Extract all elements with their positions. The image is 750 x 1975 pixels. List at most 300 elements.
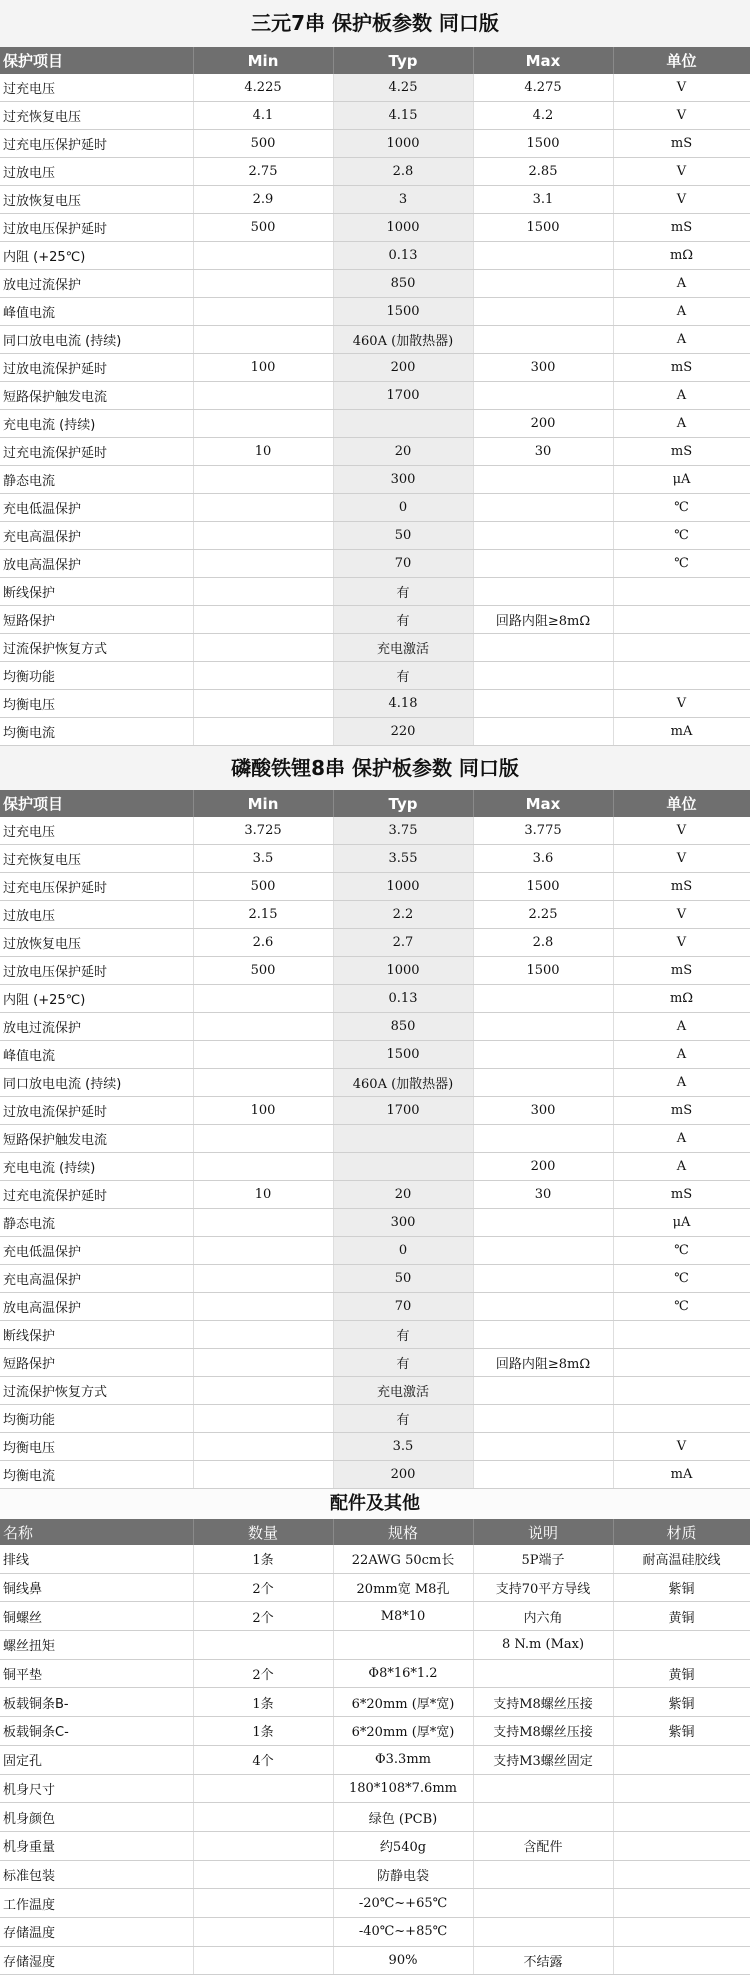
cell-name: 充电高温保护 [0,522,193,550]
table-row [0,1125,750,1153]
cell-min: 500 [193,214,333,242]
cell-typ: 300 [333,466,473,494]
cell-min: 4.225 [193,74,333,102]
cell-typ: 20mm宽 M8孔 [333,1573,473,1602]
table-row [0,1946,750,1975]
cell-name: 过充电流保护延时 [0,1181,193,1209]
cell-typ: 70 [333,550,473,578]
section1-header-row [0,47,750,74]
table-row [0,1860,750,1889]
cell-min: 2.15 [193,901,333,929]
table-row [0,985,750,1013]
cell-typ: 有 [333,1405,473,1433]
cell-min [193,1889,333,1918]
cell-unit: ℃ [613,550,750,578]
cell-unit: V [613,158,750,186]
cell-typ: 3 [333,186,473,214]
cell-max [473,270,613,298]
cell-name: 峰值电流 [0,1041,193,1069]
cell-name: 过流保护恢复方式 [0,634,193,662]
cell-unit: mA [613,1461,750,1489]
cell-typ: -20℃~+65℃ [333,1889,473,1918]
cell-min [193,410,333,438]
section2-header-row [0,790,750,817]
cell-min: 100 [193,1097,333,1125]
cell-min [193,382,333,410]
cell-min [193,578,333,606]
cell-name: 过充电压 [0,817,193,845]
cell-unit: V [613,186,750,214]
cell-max: 不结露 [473,1946,613,1975]
cell-min [193,1153,333,1181]
cell-unit [613,1946,750,1975]
cell-name: 均衡电压 [0,690,193,718]
cell-max [473,1237,613,1265]
cell-min: 10 [193,438,333,466]
cell-typ: Φ8*16*1.2 [333,1659,473,1688]
cell-max [473,1774,613,1803]
cell-max: 4.275 [473,74,613,102]
cell-unit [613,1889,750,1918]
cell-name: 过放恢复电压 [0,186,193,214]
cell-name: 过充恢复电压 [0,102,193,130]
cell-max [473,1917,613,1946]
cell-max [473,718,613,746]
cell-min [193,1349,333,1377]
cell-unit [613,1377,750,1405]
cell-unit: mS [613,873,750,901]
table-row [0,1209,750,1237]
cell-min: 1条 [193,1717,333,1746]
cell-max [473,1209,613,1237]
cell-unit: mS [613,130,750,158]
cell-name: 过充电流保护延时 [0,438,193,466]
cell-unit: A [613,1069,750,1097]
cell-typ: 1000 [333,957,473,985]
cell-name: 过充电压 [0,74,193,102]
table-row [0,270,750,298]
cell-min [193,1803,333,1832]
cell-min [193,326,333,354]
cell-max: 回路内阻≥8mΩ [473,606,613,634]
cell-max [473,1041,613,1069]
cell-typ: 200 [333,1461,473,1489]
table-row [0,494,750,522]
cell-typ: Φ3.3mm [333,1745,473,1774]
cell-name: 峰值电流 [0,298,193,326]
cell-unit: A [613,1013,750,1041]
cell-min [193,1209,333,1237]
cell-unit [613,1745,750,1774]
cell-typ: 绿色 (PCB) [333,1803,473,1832]
cell-name: 短路保护 [0,1349,193,1377]
cell-max: 支持M8螺丝压接 [473,1688,613,1717]
column-header-min: Min [193,790,333,817]
cell-max [473,242,613,270]
cell-max [473,298,613,326]
cell-unit: mS [613,438,750,466]
table-row [0,550,750,578]
cell-max: 300 [473,1097,613,1125]
cell-min [193,1069,333,1097]
cell-name: 同口放电电流 (持续) [0,326,193,354]
table-row [0,158,750,186]
cell-min [193,1917,333,1946]
cell-typ [333,410,473,438]
cell-min: 10 [193,1181,333,1209]
table-row [0,186,750,214]
cell-max [473,550,613,578]
section3-body [0,1545,750,1975]
cell-typ: 220 [333,718,473,746]
cell-typ: 1500 [333,1041,473,1069]
cell-unit: ℃ [613,1293,750,1321]
section2-body [0,817,750,1489]
table-row [0,1889,750,1918]
cell-max [473,1321,613,1349]
cell-name: 断线保护 [0,578,193,606]
cell-name: 内阻 (+25℃) [0,242,193,270]
cell-unit: A [613,1125,750,1153]
cell-name: 短路保护触发电流 [0,382,193,410]
column-header-max: Max [473,790,613,817]
cell-typ: 460A (加散热器) [333,326,473,354]
table-row [0,354,750,382]
table-row [0,1069,750,1097]
cell-unit: ℃ [613,494,750,522]
cell-unit: mS [613,1097,750,1125]
cell-name: 固定孔 [0,1745,193,1774]
cell-unit: V [613,929,750,957]
cell-name: 板载铜条B- [0,1688,193,1717]
cell-min [193,1293,333,1321]
cell-max [473,690,613,718]
cell-unit: ℃ [613,1237,750,1265]
cell-min: 1条 [193,1688,333,1717]
cell-unit: 紫铜 [613,1573,750,1602]
cell-min [193,1946,333,1975]
cell-min [193,1461,333,1489]
cell-name: 静态电流 [0,1209,193,1237]
table-row [0,522,750,550]
cell-name: 过放电流保护延时 [0,1097,193,1125]
cell-max: 30 [473,438,613,466]
cell-name: 放电高温保护 [0,1293,193,1321]
section3-title: 配件及其他 [0,1489,750,1519]
cell-typ [333,1631,473,1660]
cell-typ: 1000 [333,873,473,901]
cell-name: 充电低温保护 [0,1237,193,1265]
cell-unit [613,578,750,606]
column-header-typ: Typ [333,47,473,74]
cell-typ: 1000 [333,214,473,242]
column-header-unit: 单位 [613,47,750,74]
cell-min [193,1377,333,1405]
cell-name: 存储温度 [0,1917,193,1946]
cell-name: 放电高温保护 [0,550,193,578]
table-row [0,466,750,494]
cell-name: 过充电压保护延时 [0,130,193,158]
cell-typ: 0.13 [333,242,473,270]
cell-max: 1500 [473,873,613,901]
cell-name: 短路保护触发电流 [0,1125,193,1153]
cell-unit: 耐高温硅胶线 [613,1545,750,1573]
cell-max [473,326,613,354]
table-row [0,1831,750,1860]
cell-max [473,1293,613,1321]
table-row [0,662,750,690]
cell-min [193,1041,333,1069]
cell-name: 均衡电流 [0,1461,193,1489]
cell-name: 过放恢复电压 [0,929,193,957]
cell-max [473,1265,613,1293]
cell-unit: mS [613,214,750,242]
cell-min: 500 [193,130,333,158]
table-row [0,242,750,270]
cell-min: 2个 [193,1659,333,1688]
cell-name: 过放电压 [0,158,193,186]
cell-unit [613,1349,750,1377]
column-header-unit: 材质 [613,1519,750,1545]
cell-min: 500 [193,957,333,985]
cell-typ: 0.13 [333,985,473,1013]
cell-unit: 黄铜 [613,1659,750,1688]
cell-unit [613,1860,750,1889]
cell-min [193,1405,333,1433]
cell-max: 5P端子 [473,1545,613,1573]
table-row [0,298,750,326]
table-row [0,1097,750,1125]
cell-min [193,985,333,1013]
cell-typ: 有 [333,606,473,634]
cell-min [193,1013,333,1041]
table-row [0,1013,750,1041]
cell-max: 3.775 [473,817,613,845]
cell-max: 3.6 [473,845,613,873]
cell-unit [613,1321,750,1349]
table-row [0,1774,750,1803]
table-row [0,1717,750,1746]
cell-min [193,270,333,298]
cell-max [473,1405,613,1433]
cell-unit: mS [613,354,750,382]
cell-max [473,1860,613,1889]
cell-typ: 20 [333,438,473,466]
cell-min [193,690,333,718]
cell-unit: ℃ [613,522,750,550]
cell-name: 铜线鼻 [0,1573,193,1602]
table-row [0,214,750,242]
table-row [0,1688,750,1717]
table-row [0,410,750,438]
cell-max [473,1803,613,1832]
cell-typ [333,1125,473,1153]
cell-name: 放电过流保护 [0,270,193,298]
cell-min [193,1831,333,1860]
cell-max: 300 [473,354,613,382]
cell-max: 30 [473,1181,613,1209]
cell-name: 过充恢复电压 [0,845,193,873]
cell-name: 机身颜色 [0,1803,193,1832]
table-row [0,690,750,718]
table-row [0,1181,750,1209]
table-row [0,1461,750,1489]
table-row [0,1405,750,1433]
cell-typ: 850 [333,1013,473,1041]
cell-min [193,1265,333,1293]
cell-max [473,662,613,690]
table-row [0,1321,750,1349]
cell-unit: ℃ [613,1265,750,1293]
cell-unit: V [613,74,750,102]
section2-table [0,790,750,1489]
cell-min [193,466,333,494]
cell-min [193,718,333,746]
cell-name: 均衡电流 [0,718,193,746]
cell-min [193,1433,333,1461]
cell-name: 同口放电电流 (持续) [0,1069,193,1097]
cell-typ: 充电激活 [333,634,473,662]
cell-max: 1500 [473,130,613,158]
cell-typ: 50 [333,1265,473,1293]
cell-typ: -40℃~+85℃ [333,1917,473,1946]
cell-unit: V [613,901,750,929]
cell-max: 200 [473,410,613,438]
cell-name: 静态电流 [0,466,193,494]
cell-name: 放电过流保护 [0,1013,193,1041]
cell-max [473,1659,613,1688]
section1-table [0,47,750,746]
cell-max [473,985,613,1013]
cell-max: 8 N.m (Max) [473,1631,613,1660]
cell-typ: 约540g [333,1831,473,1860]
cell-unit: 紫铜 [613,1688,750,1717]
cell-typ: 0 [333,494,473,522]
cell-unit: A [613,270,750,298]
cell-unit: A [613,410,750,438]
cell-name: 过放电压 [0,901,193,929]
cell-typ: 3.5 [333,1433,473,1461]
table-row [0,382,750,410]
cell-min [193,1631,333,1660]
cell-unit [613,1831,750,1860]
table-row [0,957,750,985]
cell-min: 2.9 [193,186,333,214]
table-row [0,718,750,746]
cell-name: 过流保护恢复方式 [0,1377,193,1405]
table-row [0,1745,750,1774]
cell-typ: 有 [333,578,473,606]
cell-typ: 4.15 [333,102,473,130]
cell-name: 断线保护 [0,1321,193,1349]
cell-typ: 1500 [333,298,473,326]
column-header-name: 保护项目 [0,47,193,74]
cell-name: 均衡电压 [0,1433,193,1461]
cell-min [193,1237,333,1265]
table-row [0,74,750,102]
table-row [0,1573,750,1602]
cell-name: 铜螺丝 [0,1602,193,1631]
cell-typ: 4.25 [333,74,473,102]
cell-min: 2.6 [193,929,333,957]
cell-name: 内阻 (+25℃) [0,985,193,1013]
table-row [0,845,750,873]
cell-max: 支持70平方导线 [473,1573,613,1602]
cell-typ: 1700 [333,382,473,410]
cell-max [473,578,613,606]
cell-min [193,494,333,522]
cell-max: 1500 [473,957,613,985]
cell-name: 工作温度 [0,1889,193,1918]
cell-unit: V [613,102,750,130]
cell-max: 内六角 [473,1602,613,1631]
cell-typ: 1000 [333,130,473,158]
cell-typ: 有 [333,662,473,690]
table-row [0,1153,750,1181]
cell-min [193,1860,333,1889]
cell-name: 标准包装 [0,1860,193,1889]
column-header-max: Max [473,47,613,74]
cell-typ: 3.55 [333,845,473,873]
table-row [0,1349,750,1377]
cell-unit [613,1631,750,1660]
cell-unit: A [613,382,750,410]
cell-unit [613,634,750,662]
cell-max: 支持M3螺丝固定 [473,1745,613,1774]
table-row [0,606,750,634]
cell-max [473,1889,613,1918]
cell-min: 4个 [193,1745,333,1774]
cell-typ: 22AWG 50cm长 [333,1545,473,1573]
cell-min: 1条 [193,1545,333,1573]
column-header-max: 说明 [473,1519,613,1545]
table-row [0,901,750,929]
cell-min [193,298,333,326]
table-row [0,1377,750,1405]
cell-typ: 6*20mm (厚*宽) [333,1717,473,1746]
cell-name: 充电电流 (持续) [0,1153,193,1181]
cell-max: 回路内阻≥8mΩ [473,1349,613,1377]
cell-min: 3.725 [193,817,333,845]
cell-typ: M8*10 [333,1602,473,1631]
cell-max: 4.2 [473,102,613,130]
cell-min: 100 [193,354,333,382]
cell-typ [333,1153,473,1181]
cell-typ: 90% [333,1946,473,1975]
cell-typ: 2.2 [333,901,473,929]
cell-max [473,522,613,550]
column-header-unit: 单位 [613,790,750,817]
cell-unit: mΩ [613,985,750,1013]
table-row [0,130,750,158]
table-row [0,1659,750,1688]
column-header-typ: 规格 [333,1519,473,1545]
cell-min [193,1774,333,1803]
cell-unit: mA [613,718,750,746]
cell-typ: 6*20mm (厚*宽) [333,1688,473,1717]
table-row [0,1237,750,1265]
cell-typ: 20 [333,1181,473,1209]
cell-typ: 充电激活 [333,1377,473,1405]
cell-max: 支持M8螺丝压接 [473,1717,613,1746]
cell-max: 2.8 [473,929,613,957]
cell-min [193,634,333,662]
cell-name: 过放电流保护延时 [0,354,193,382]
cell-min [193,662,333,690]
cell-unit: V [613,1433,750,1461]
cell-typ: 180*108*7.6mm [333,1774,473,1803]
cell-name: 充电电流 (持续) [0,410,193,438]
